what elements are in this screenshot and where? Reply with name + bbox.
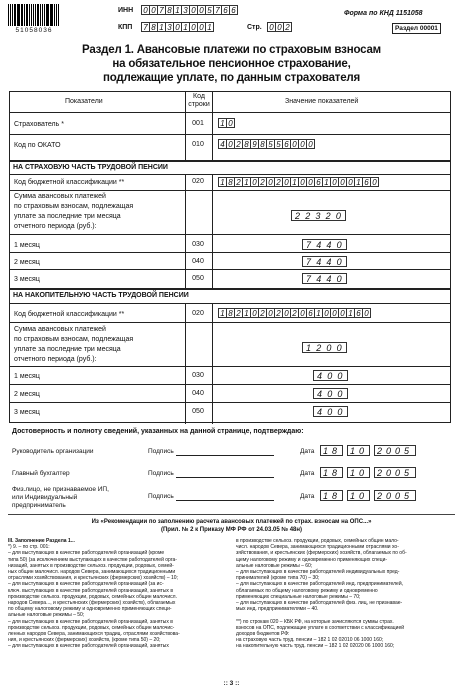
insurance-month-3-value — [302, 273, 347, 284]
footnote-line: ключ. выступающих в качестве работодателей организаций, занятых в — [8, 587, 173, 594]
individual-date-value — [320, 490, 420, 501]
digit-cell: 0 — [338, 308, 347, 318]
digit-cell: 3 — [165, 22, 174, 32]
digit-cell: 2 — [234, 177, 243, 187]
digit-cell: 2 — [274, 177, 283, 187]
digit-cell: 0 — [189, 22, 198, 32]
barcode-bar — [26, 4, 28, 26]
accumulative-month-2-value — [313, 388, 348, 399]
digit-string: 1200 — [302, 342, 347, 353]
digit-cell: 0 — [197, 22, 206, 32]
col-value-header: Значение показателей — [285, 98, 359, 105]
footnote-right-column — [236, 538, 458, 650]
digit-cell: 8 — [226, 308, 235, 318]
footnote-left-column: III. Заполнение Раздела 1... *) 9. – по стр. 001: – для выступающих в качестве работодателей организаций (кроме типа 50) (за исключением выступающих в качестве работодателей орга- низаций, занятых в производстве сельхоз. продукции, родовых, семей- ных общин малочисл. народов Севера, занимающихся традиционными отраслями хозяйствования, и крестьянских (фермерских) хозяйств) – 10; – для выступающих в качестве работодателей организаций (за ис- ключ. выступающих в качестве работодателей организаций, занятых в производстве сельхоз. продукции, родовых, семейных общин малочисл. народов Севера..., и крестьянских (фермерских) хозяйств), облагаемых по общему налоговому режиму и одновременно применяющих специ- альные налоговые режимы – 50; – для выступающих в качестве работодателей организаций, занятых в производстве сельхоз. продукции, родовых, семейных общин малочис- ленных народов Севера, занимающихся традиц. отраслями хозяйствова- ния, и крестьянских (фермерских) хозяйств, (кроме типа 50) – 20; – для выступающих в качестве работодателей организаций, занятых — [8, 538, 230, 650]
digit-cell: 6 — [354, 308, 363, 318]
barcode-bar — [44, 4, 45, 26]
accumulative-sum-value — [302, 342, 347, 353]
digit-cell: 1 — [218, 118, 227, 128]
digit-string: 400 — [313, 388, 348, 399]
accumulative-month-1-value — [313, 370, 348, 381]
kbk-accumulative-label: Код бюджетной классификации ** — [14, 311, 125, 318]
footnote-line: в производстве сельхоз. продукции, родовых, семейных общин мало- — [236, 538, 399, 544]
digit-string: 400 — [313, 370, 348, 381]
footnote-line: применяющих специальные налоговые режимы – 70; — [236, 593, 361, 600]
title-line-1: Раздел 1. Авансовые платежи по страховым взносам — [82, 44, 381, 56]
footnote-line: взносов на ОПС, подлежащие уплате в соответствии с классификацией — [236, 624, 405, 631]
barcode-bar — [12, 4, 13, 26]
digit-cell: 0 — [173, 22, 182, 32]
digit-cell: 0 — [330, 308, 339, 318]
barcode — [8, 4, 60, 26]
barcode-bar — [40, 4, 41, 26]
footnote-line: производстве сельхоз. продукции, родовых, семейных общин малочисл. — [8, 593, 177, 600]
date-part: 18 — [320, 490, 343, 501]
digit-cell: 2 — [283, 22, 292, 32]
barcode-bar — [37, 4, 39, 26]
digit-cell: 2 — [274, 308, 283, 318]
okato-label: Код по ОКАТО — [14, 142, 61, 149]
digit-cell: 6 — [229, 5, 238, 15]
digit-cell: 1 — [205, 22, 214, 32]
digit-cell: 2 — [234, 308, 243, 318]
digit-cell: 0 — [197, 5, 206, 15]
date-part: 18 — [320, 467, 343, 478]
accumulative-month-2-code: 040 — [192, 390, 204, 397]
insurance-month-3-code: 050 — [192, 275, 204, 282]
page-label: Стр. — [247, 24, 262, 31]
accumulative-month-1-code: 030 — [192, 372, 204, 379]
accumulative-month-2-label: 2 месяц — [14, 391, 40, 398]
digit-cell: 6 — [314, 177, 323, 187]
barcode-bar — [31, 4, 32, 26]
footnote-line: числ. народов Севера, занимающихся традиционными отраслями хо- — [236, 544, 399, 551]
digit-cell: 0 — [226, 139, 235, 149]
accountant-date-label: Дата — [300, 470, 315, 477]
footnote-line: ленных народов Севера, занимающихся традиц. отраслями хозяйствова- — [8, 631, 180, 638]
accumulative-section-heading: НА НАКОПИТЕЛЬНУЮ ЧАСТЬ ТРУДОВОЙ ПЕНСИИ — [13, 292, 189, 299]
col-divider — [185, 303, 186, 424]
footnote-line: на накопительную часть труд. пенсии – 182 1 02 02020 06 1000 160; — [236, 643, 395, 650]
digit-cell: 0 — [250, 308, 259, 318]
digit-cell: 6 — [306, 308, 315, 318]
barcode-bar — [56, 4, 57, 26]
accountant-signature-label: Подпись — [148, 470, 174, 477]
digit-cell: 0 — [298, 177, 307, 187]
footnote-line: ния, и крестьянских (фермерских) хозяйств, (кроме типа 50) – 20; — [8, 637, 161, 644]
kbk-insurance-value — [218, 177, 378, 187]
okato-code: 010 — [192, 141, 204, 148]
digit-cell: 0 — [226, 118, 235, 128]
title-line-3: подлежащие уплате, по данным страхователя — [102, 72, 361, 84]
barcode-bar — [47, 4, 48, 26]
barcode-bar — [42, 4, 43, 26]
digit-cell: 1 — [314, 308, 323, 318]
digit-cell: 1 — [290, 177, 299, 187]
digit-string: 7440 — [302, 273, 347, 284]
accumulative-month-3-value — [313, 406, 348, 417]
digit-cell: 5 — [266, 139, 275, 149]
head-signature-label: Подпись — [148, 448, 174, 455]
insurance-month-1-code: 030 — [192, 241, 204, 248]
head-date-label: Дата — [300, 448, 315, 455]
digit-cell: 8 — [242, 139, 251, 149]
digit-cell: 1 — [346, 308, 355, 318]
insurer-code: 001 — [192, 120, 204, 127]
individual-date-label: Дата — [300, 493, 315, 500]
digit-string: 22320 — [291, 210, 346, 221]
digit-cell: 0 — [322, 308, 331, 318]
barcode-bar — [58, 4, 59, 26]
digit-cell: 0 — [141, 5, 150, 15]
digit-cell: 6 — [362, 177, 371, 187]
digit-cell: 0 — [330, 177, 339, 187]
barcode-bar — [18, 4, 19, 26]
barcode-bar — [14, 4, 16, 26]
barcode-number: 51058036 — [15, 27, 53, 34]
barcode-bar — [33, 4, 34, 26]
footnote-line: на страховую часть труд. пенсии – 182 1 02 02010 06 1000 160; — [236, 637, 384, 644]
digit-cell: 0 — [290, 139, 299, 149]
digit-cell: 9 — [250, 139, 259, 149]
barcode-bar — [29, 4, 30, 26]
individual-signature-label: Подпись — [148, 493, 174, 500]
barcode-block — [8, 4, 60, 34]
digit-cell: 8 — [226, 177, 235, 187]
digit-cell: 1 — [173, 5, 182, 15]
barcode-bar — [50, 4, 51, 26]
digit-cell: 0 — [267, 22, 276, 32]
barcode-bar — [51, 4, 53, 26]
barcode-bar — [22, 4, 23, 26]
kbk-insurance-code: 020 — [192, 178, 204, 185]
individual-label: Физ.лицо, не признаваемое ИП, или Индивидуальный предприниматель — [12, 486, 109, 509]
digit-cell: 2 — [258, 177, 267, 187]
col-divider — [212, 303, 213, 424]
insurance-sum-label: Сумма авансовых платежей по страховым взносам, подлежащая уплате за последние три месяца отчетного периода (руб.): — [14, 193, 134, 230]
digit-cell: 1 — [218, 177, 227, 187]
digit-cell: 8 — [165, 5, 174, 15]
insurance-month-3-label: 3 месяц — [14, 276, 40, 283]
insurance-month-2-value — [302, 256, 347, 267]
digit-cell: 0 — [338, 177, 347, 187]
footnote-line: – для выступающих в качестве работодателей организаций (кроме — [8, 550, 165, 557]
date-part: 2005 — [374, 467, 416, 478]
footnote-line: – для выступающих в качестве работодателей организаций (за ис- — [8, 581, 164, 588]
accumulative-month-3-label: 3 месяц — [14, 409, 40, 416]
date-part: 10 — [347, 445, 370, 456]
footnote-line: альные налоговые режимы – 60; — [236, 562, 313, 569]
insurance-section-heading: НА СТРАХОВУЮ ЧАСТЬ ТРУДОВОЙ ПЕНСИИ — [13, 164, 168, 171]
head-label: Руководитель организации — [12, 448, 94, 455]
accountant-date-value — [320, 467, 420, 478]
digit-cell: 0 — [282, 308, 291, 318]
footnote-line: ных общин малочисл. народов Севера, занимающихся традиционными — [8, 569, 176, 576]
digit-cell: 0 — [298, 139, 307, 149]
accountant-label: Главный бухгалтер — [12, 470, 70, 477]
accumulative-month-1-label: 1 месяц — [14, 373, 40, 380]
inn-cells — [141, 5, 237, 15]
footnote-line: принимателей (кроме типа 70) – 30; — [236, 575, 320, 582]
digit-cell: 5 — [205, 5, 214, 15]
page-cells — [267, 22, 291, 32]
digit-cell: 8 — [258, 139, 267, 149]
footnote-line: типа 50) (за исключением выступающих в качестве работодателей орга- — [8, 556, 177, 563]
digit-cell: 7 — [213, 5, 222, 15]
confirm-heading: Достоверность и полноту сведений, указанных на данной странице, подтверждаю: — [12, 428, 304, 435]
digit-cell: 0 — [266, 177, 275, 187]
footnote-line: альные налоговые режимы – 50; — [8, 612, 85, 619]
individual-signature-line — [176, 500, 274, 501]
digit-cell: 7 — [157, 5, 166, 15]
barcode-bar — [35, 4, 36, 26]
digit-cell: 1 — [322, 177, 331, 187]
date-part: 2005 — [374, 490, 416, 501]
inn-label: ИНН — [118, 7, 134, 14]
footnote-line: – для выступающих в качестве работодателей организаций, занятых в — [8, 618, 173, 625]
accumulative-sum-label: Сумма авансовых платежей по страховым взносам, подлежащая уплате за последние три месяца отчетного периода (руб.): — [14, 326, 134, 363]
insurance-month-1-value — [302, 239, 347, 250]
section-badge: Раздел 00001 — [392, 23, 441, 34]
digit-cell: 2 — [258, 308, 267, 318]
digit-cell: 1 — [242, 308, 251, 318]
accumulative-month-3-code: 050 — [192, 408, 204, 415]
kbk-insurance-label: Код бюджетной классификации ** — [14, 179, 125, 186]
date-part: 18 — [320, 445, 343, 456]
footnote-line: народов Севера..., и крестьянских (фермерских) хозяйств), облагаемых — [8, 600, 176, 607]
digit-cell: 1 — [157, 22, 166, 32]
footnote-title: Из «Рекомендации по заполнению расчета авансовых платежей по страх. взносам на ОПС...» (Прил. № 2 к Приказу МФ РФ от 24.03.05 № 48н) — [91, 519, 372, 533]
footnote-line: мых инд. предпринимателями – 40. — [236, 606, 319, 613]
insurance-month-2-code: 040 — [192, 258, 204, 265]
footnote-line: – для выступающих в качестве работодателей физ. лиц, не признавае- — [236, 600, 403, 607]
col-divider — [212, 174, 213, 288]
digit-cell: 6 — [282, 139, 291, 149]
insurance-sum-value — [291, 210, 346, 221]
col-divider — [185, 174, 186, 288]
digit-cell: 0 — [275, 22, 284, 32]
insurer-label: Страхователь * — [14, 121, 64, 128]
date-part: 2005 — [374, 445, 416, 456]
form-knd-label: Форма по КНД 1151058 — [344, 10, 423, 17]
digit-cell: 0 — [362, 308, 371, 318]
digit-cell: 1 — [354, 177, 363, 187]
head-date-value — [320, 445, 420, 456]
digit-string: 400 — [313, 406, 348, 417]
date-part: 10 — [347, 467, 370, 478]
col-divider — [212, 92, 213, 160]
footnote-line: **) по строкам 020 – КБК РФ, на которые зачисляются суммы страх. — [236, 618, 394, 625]
footnote-line: облагаемых по общему налоговому режиму и одновременно — [236, 587, 378, 594]
barcode-bar — [54, 4, 55, 26]
col-code-header: Код строки — [188, 93, 210, 108]
digit-string: 7440 — [302, 256, 347, 267]
insurer-value — [218, 118, 234, 128]
barcode-bar — [10, 4, 11, 26]
kbk-accumulative-code: 020 — [192, 310, 204, 317]
footnote-line: низаций, занятых в производстве сельхоз. продукции, родовых, семей- — [8, 562, 174, 569]
digit-cell: 6 — [221, 5, 230, 15]
digit-cell: 2 — [234, 139, 243, 149]
digit-cell: 0 — [189, 5, 198, 15]
digit-cell: 0 — [306, 139, 315, 149]
col-divider — [185, 92, 186, 160]
footnote-line: доходов бюджетов РФ: — [236, 631, 290, 638]
kbk-accumulative-value — [218, 308, 370, 318]
indicators-table — [9, 91, 451, 423]
page-title — [10, 43, 453, 85]
digit-cell: 7 — [141, 22, 150, 32]
kpp-label: КПП — [118, 24, 133, 31]
digit-string: 7440 — [302, 239, 347, 250]
digit-cell: 1 — [218, 308, 227, 318]
footnote-line: – для выступающих в качестве работодателей индивидуальных пред- — [236, 569, 400, 576]
digit-cell: 4 — [218, 139, 227, 149]
insurance-month-1-label: 1 месяц — [14, 242, 40, 249]
digit-cell: 0 — [306, 177, 315, 187]
barcode-bar — [24, 4, 25, 26]
col-indicators-header: Показатели — [65, 98, 103, 105]
barcode-bar — [17, 4, 18, 26]
digit-cell: 0 — [298, 308, 307, 318]
footnote-line: – для выступающих в качестве работодателей инд. предпринимателей, — [236, 581, 404, 588]
digit-cell: 0 — [266, 308, 275, 318]
head-signature-line — [176, 455, 274, 456]
digit-cell: 0 — [346, 177, 355, 187]
title-line-2: на обязательное пенсионное страхование, — [112, 58, 351, 70]
digit-cell: 1 — [181, 22, 190, 32]
footnote-divider — [8, 514, 455, 515]
footnote-line: – для выступающих в качестве работодателей организаций, занятых — [8, 643, 169, 650]
footnote-line: по общему налоговому режиму и одновременно применяющих специ- — [8, 606, 172, 613]
okato-value — [218, 139, 314, 149]
digit-cell: 0 — [370, 177, 379, 187]
footnote-line: щему налоговому режиму и одновременно применяющих специ- — [236, 556, 388, 563]
insurance-month-2-label: 2 месяц — [14, 259, 40, 266]
digit-cell: 0 — [282, 177, 291, 187]
accountant-signature-line — [176, 477, 274, 478]
footnote-line: производстве сельхоз. продукции, родовых, семейных общин малочис- — [8, 624, 175, 631]
barcode-bar — [46, 4, 47, 26]
footnote-line: отраслями хозяйствования, и крестьянских (фермерских) хозяйств) – 10; — [8, 575, 178, 582]
barcode-bar — [8, 4, 9, 26]
digit-cell: 8 — [149, 22, 158, 32]
footnote-line: зяйствования, и крестьянских (фермерских) хозяйств, облагаемых по об- — [236, 550, 407, 557]
date-part: 10 — [347, 490, 370, 501]
page-number: :: 3 :: — [223, 680, 240, 687]
digit-cell: 0 — [149, 5, 158, 15]
digit-cell: 2 — [290, 308, 299, 318]
digit-cell: 1 — [242, 177, 251, 187]
digit-cell: 3 — [181, 5, 190, 15]
digit-cell: 0 — [250, 177, 259, 187]
kpp-cells — [141, 22, 213, 32]
footnote-line: *) 9. – по стр. 001: — [8, 544, 50, 551]
barcode-bar — [21, 4, 22, 26]
digit-cell: 5 — [274, 139, 283, 149]
